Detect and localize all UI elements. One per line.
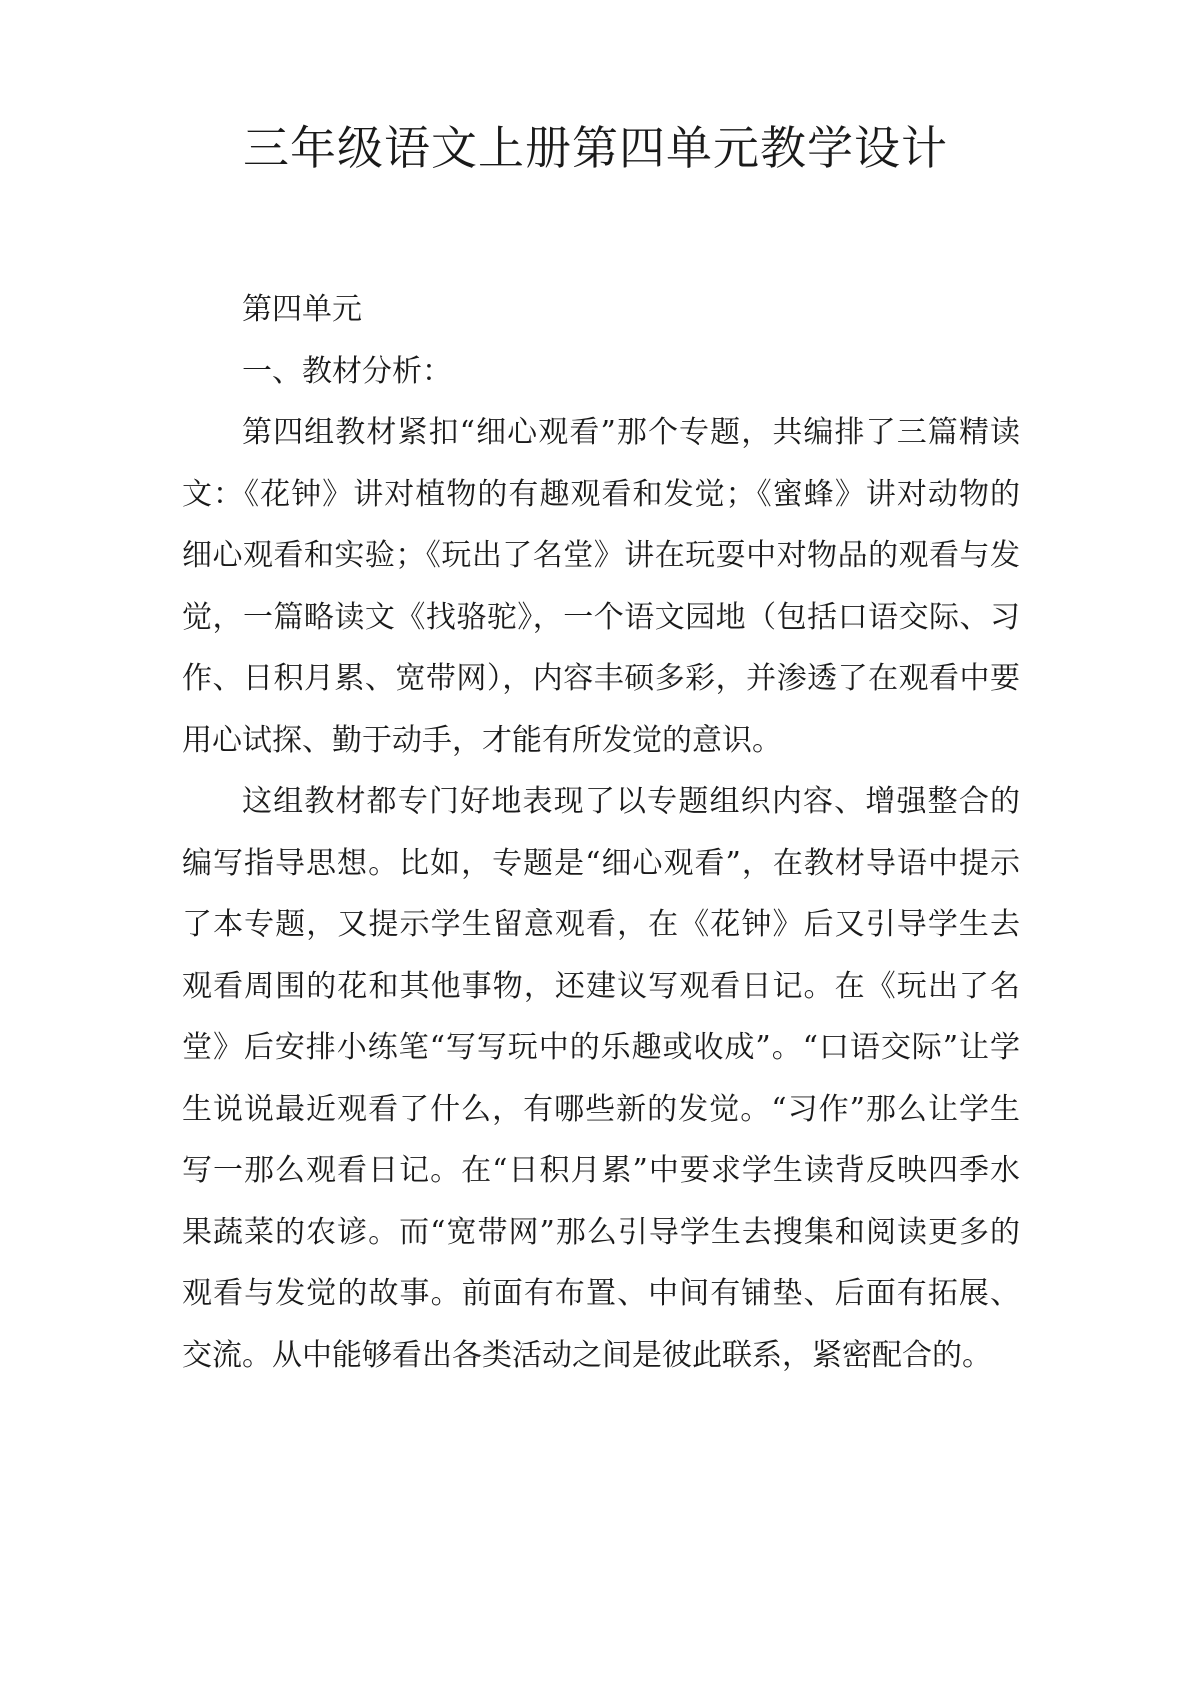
- paragraph: 这组教材都专门好地表现了以专题组织内容、增强整合的编写指导思想。比如，专题是“细心观看”，在教材导语中提示了本专题，又提示学生留意观看，在《花钟》后又引导学生去观看周围的花和其他事物，还建议写观看日记。在《玩出了名堂》后安排小练笔“写写玩中的乐趣或收成”。“口语交际”让学生说说最近观看了什么，有哪些新的发觉。“习作”那么让学生写一那么观看日记。在“日积月累”中要求学生读背反映四季水果蔬菜的农谚。而“宽带网”那么引导学生去搜集和阅读更多的观看与发觉的故事。前面有布置、中间有铺垫、后面有拓展、交流。从中能够看出各类活动之间是彼此联系，紧密配合的。: [182, 784, 1020, 1373]
- paragraph: 第四组教材紧扣“细心观看”那个专题，共编排了三篇精读文：《花钟》讲对植物的有趣观看和发觉；《蜜蜂》讲对动物的细心观看和实验；《玩出了名堂》讲在玩耍中对物品的观看与发觉，一篇略读文《找骆驼》，一个语文园地（包括口语交际、习作、日积月累、宽带网），内容丰硕多彩，并渗透了在观看中要用心试探、勤于动手，才能有所发觉的意识。: [182, 415, 1020, 758]
- unit-heading: 第四单元: [242, 292, 362, 327]
- section-heading: 一、教材分析：: [242, 353, 452, 389]
- document-body: [182, 279, 1020, 1386]
- document-title: 三年级语文上册第四单元教学设计: [243, 121, 948, 175]
